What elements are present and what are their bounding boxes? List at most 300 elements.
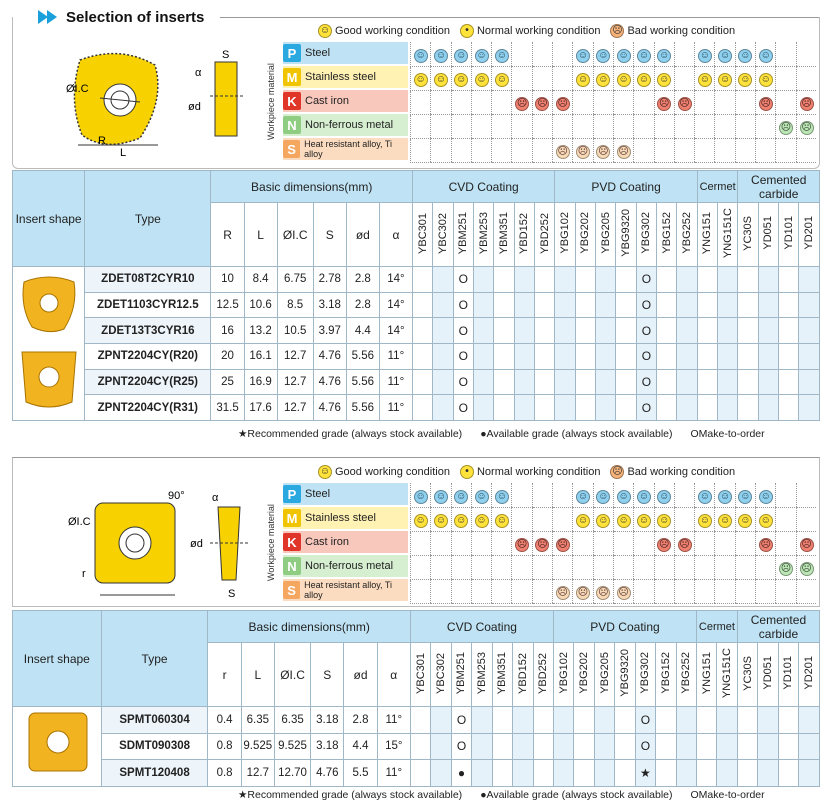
suitability-cell — [532, 66, 552, 90]
grade-cell — [656, 760, 676, 787]
dim-cell: 11° — [379, 395, 412, 421]
grade-cell — [555, 343, 575, 369]
suitability-cell — [451, 579, 471, 603]
dim-cell: 8.4 — [244, 267, 277, 293]
suitability-cell — [613, 507, 633, 531]
grade-header — [412, 203, 432, 267]
table-row — [13, 760, 820, 787]
suitability-cell — [471, 483, 491, 507]
dim-cell: 4.76 — [313, 369, 346, 395]
grade-cell — [514, 343, 534, 369]
suitability-cell — [512, 42, 532, 66]
suitability-cell — [451, 507, 471, 531]
smile-icon: ☺ — [415, 490, 426, 502]
grade-cell — [758, 343, 778, 369]
smile-icon: ☺ — [577, 490, 589, 502]
dim-cell: 0.4 — [208, 707, 241, 734]
grade-cell — [555, 318, 575, 344]
grade-label: YBG152 — [660, 212, 673, 254]
dim-cell: 4.76 — [313, 395, 346, 421]
footnote-make-to-order: OMake-to-order — [690, 789, 765, 801]
table-row — [13, 733, 820, 760]
smile-icon: ☺ — [577, 49, 589, 61]
footnote-recommended: ★Recommended grade (always stock available) — [238, 789, 463, 801]
cermet-header: Cermet — [697, 171, 738, 203]
footnote-recommended: ★Recommended grade (always stock available) — [238, 428, 463, 440]
grade-cell — [779, 267, 799, 293]
suitability-cell — [411, 114, 431, 138]
frown-icon: ☹ — [658, 539, 670, 550]
d-label: ød — [190, 538, 203, 550]
suitability-cell — [776, 42, 796, 66]
suitability-cell — [613, 579, 633, 603]
grade-label: YBG9320 — [620, 209, 633, 257]
grade-cell — [513, 733, 533, 760]
type-header: Type — [85, 171, 211, 267]
dim-cell: 12.5 — [211, 292, 244, 318]
dim-header: L — [241, 643, 274, 707]
suitability-cell — [553, 483, 573, 507]
suitability-cell — [411, 507, 431, 531]
grade-label: YBC301 — [416, 212, 429, 254]
grade-cell — [535, 267, 555, 293]
type-cell: SDMT090308 — [101, 733, 208, 760]
suitability-cell — [553, 90, 573, 114]
grade-cell — [514, 369, 534, 395]
suitability-cell — [715, 42, 735, 66]
l-label: L — [120, 147, 127, 159]
suitability-cell — [634, 90, 654, 114]
suitability-cell — [634, 114, 654, 138]
grade-cell — [412, 318, 432, 344]
grade-label: YBG202 — [578, 652, 591, 694]
suitability-cell — [756, 42, 776, 66]
material-letter: P — [283, 44, 301, 62]
grade-cell — [433, 395, 453, 421]
type-cell: ZPNT2204CY(R31) — [85, 395, 211, 421]
grade-header — [492, 643, 512, 707]
dim-cell: 11° — [379, 343, 412, 369]
smile-icon: ☺ — [598, 490, 609, 502]
grade-cell — [778, 733, 798, 760]
grade-mark: O — [458, 400, 468, 415]
suitability-cell — [492, 42, 512, 66]
dim-cell: 14° — [379, 267, 412, 293]
grade-cell — [472, 707, 492, 734]
suitability-cell — [715, 114, 735, 138]
grade-cell — [758, 267, 778, 293]
grade-cell — [779, 369, 799, 395]
grade-cell — [473, 395, 493, 421]
suitability-row-m — [411, 66, 817, 90]
suitability-cell — [553, 507, 573, 531]
grade-cell — [697, 343, 717, 369]
header-row — [13, 171, 820, 203]
grade-header — [717, 643, 737, 707]
table-row — [13, 292, 820, 318]
grade-cell — [513, 760, 533, 787]
suitability-cell — [492, 483, 512, 507]
grade-cell — [717, 707, 737, 734]
dim-cell: 14° — [379, 292, 412, 318]
grade-cell — [615, 733, 635, 760]
dim-cell: 2.8 — [344, 707, 377, 734]
dim-header: R — [211, 203, 244, 267]
grade-header — [676, 643, 696, 707]
suitability-cell — [532, 138, 552, 162]
type-cell: ZDET13T3CYR16 — [85, 318, 211, 344]
dim-cell: 9.525 — [274, 733, 310, 760]
grade-cell — [514, 395, 534, 421]
dim-cell: 11° — [377, 707, 410, 734]
material-m — [283, 66, 408, 88]
grade-cell — [473, 343, 493, 369]
dim-cell: 11° — [377, 760, 410, 787]
legend — [318, 24, 735, 38]
grade-cell — [533, 760, 553, 787]
grade-label: YD051 — [762, 216, 775, 250]
suitability-cell — [715, 90, 735, 114]
dim-cell: 8.5 — [277, 292, 313, 318]
grade-label: YNG151C — [721, 647, 734, 699]
smile-icon: ☺ — [476, 74, 487, 85]
suitability-cell — [492, 138, 512, 162]
frown-icon: ☹ — [801, 563, 812, 574]
dim-cell: 5.56 — [346, 369, 379, 395]
suitability-cell — [756, 66, 776, 90]
suitability-cell — [411, 138, 431, 162]
grade-mark: O — [640, 712, 651, 727]
legend-normal-label: Normal working condition — [476, 466, 601, 478]
suitability-cell — [735, 114, 755, 138]
frown-icon: ☹ — [760, 98, 771, 109]
grade-cell — [779, 318, 799, 344]
suitability-cell — [593, 42, 613, 66]
suitability-cell — [756, 531, 776, 555]
suitability-cell — [492, 531, 512, 555]
suitability-cell — [411, 90, 431, 114]
suitability-cell — [674, 90, 694, 114]
material-list — [283, 42, 408, 162]
suitability-cell — [715, 507, 735, 531]
suitability-cell — [776, 555, 796, 579]
grade-mark: O — [458, 374, 468, 389]
grade-cell — [594, 760, 614, 787]
grade-header — [494, 203, 514, 267]
grade-cell — [494, 343, 514, 369]
grade-header — [799, 203, 820, 267]
footnote-make-to-order: OMake-to-order — [690, 428, 765, 440]
suitability-cell — [776, 90, 796, 114]
smile-icon: ☺ — [638, 49, 650, 61]
smile-icon: ☺ — [496, 74, 507, 85]
suitability-cell — [431, 114, 451, 138]
grade-cell — [594, 733, 614, 760]
legend-bad — [610, 465, 735, 479]
suitability-cell — [715, 579, 735, 603]
grade-cell — [410, 733, 430, 760]
grade-cell — [635, 707, 655, 734]
suitability-cell — [512, 114, 532, 138]
frown-icon: ☹ — [598, 146, 609, 157]
suitability-cell — [776, 483, 796, 507]
suitability-cell — [796, 66, 816, 90]
suitability-cell — [593, 114, 613, 138]
frown-icon: ☹ — [516, 98, 528, 109]
frown-icon: ☹ — [557, 146, 568, 157]
material-name: Steel — [305, 488, 331, 500]
suitability-cell — [553, 66, 573, 90]
grade-cell — [616, 292, 636, 318]
grade-cell — [492, 760, 512, 787]
suitability-cell — [471, 555, 491, 579]
suitability-cell — [553, 579, 573, 603]
suitability-cell — [674, 42, 694, 66]
suitability-cell — [674, 483, 694, 507]
suitability-cell — [674, 138, 694, 162]
suitability-grid — [410, 42, 816, 163]
frown-icon: ☹ — [658, 98, 670, 109]
suitability-cell — [735, 507, 755, 531]
grade-cell — [514, 318, 534, 344]
grade-cell — [451, 733, 471, 760]
suitability-cell — [796, 555, 816, 579]
suitability-cell — [471, 114, 491, 138]
grade-cell — [575, 343, 595, 369]
grade-mark: O — [641, 272, 652, 287]
type-cell: SPMT120408 — [101, 760, 208, 787]
grade-cell — [657, 292, 677, 318]
dim-cell: 4.76 — [313, 343, 346, 369]
grade-cell — [574, 760, 594, 787]
legend-normal — [460, 465, 601, 479]
dim-cell: 10.5 — [277, 318, 313, 344]
suitability-cell — [532, 483, 552, 507]
suitability-cell — [695, 114, 715, 138]
grade-label: YBG302 — [640, 212, 653, 254]
suitability-cell — [411, 66, 431, 90]
material-m — [283, 507, 408, 529]
smile-icon: ☺ — [638, 74, 650, 85]
grade-cell — [535, 369, 555, 395]
grade-cell — [616, 343, 636, 369]
insert-photo — [14, 267, 84, 417]
suitability-cell — [573, 555, 593, 579]
suitability-cell — [492, 555, 512, 579]
suitability-cell — [471, 531, 491, 555]
grade-cell — [453, 292, 473, 318]
suitability-cell — [634, 66, 654, 90]
grade-cell — [616, 318, 636, 344]
suitability-cell — [593, 531, 613, 555]
smile-icon: ☺ — [496, 515, 507, 526]
table-row — [13, 343, 820, 369]
grade-header — [431, 643, 451, 707]
suitability-cell — [634, 42, 654, 66]
grade-header — [778, 643, 798, 707]
material-letter: M — [283, 509, 301, 527]
grade-header — [738, 203, 758, 267]
suitability-row-p — [411, 42, 817, 66]
suitability-cell — [695, 42, 715, 66]
smile-icon: ☺ — [659, 49, 670, 61]
grade-cell — [533, 733, 553, 760]
suitability-cell — [431, 531, 451, 555]
suitability-cell — [553, 531, 573, 555]
grade-cell — [596, 318, 616, 344]
smile-icon: ☺ — [456, 490, 467, 502]
grade-mark: O — [458, 349, 468, 364]
grade-mark: O — [641, 400, 652, 415]
grade-cell — [555, 292, 575, 318]
legend-bad — [610, 24, 735, 38]
grade-cell — [799, 733, 820, 760]
suitability-cell — [573, 138, 593, 162]
cvd-header: CVD Coating — [412, 171, 554, 203]
suitability-cell — [776, 507, 796, 531]
suitability-cell — [695, 66, 715, 90]
suitability-cell — [451, 555, 471, 579]
suitability-cell — [613, 531, 633, 555]
suitability-cell — [512, 507, 532, 531]
suitability-cell — [593, 579, 613, 603]
smile-icon: ☺ — [598, 74, 609, 85]
smile-icon: ☺ — [760, 74, 771, 85]
grade-cell — [779, 395, 799, 421]
suitability-cell — [796, 114, 816, 138]
legend-bad-label: Bad working condition — [627, 25, 736, 37]
material-name: Stainless steel — [305, 512, 376, 524]
grade-cell — [737, 733, 757, 760]
suitability-cell — [492, 66, 512, 90]
suitability-cell — [512, 66, 532, 90]
grade-cell — [616, 267, 636, 293]
frown-icon: ☹ — [760, 539, 771, 550]
dim-header: S — [313, 203, 346, 267]
grade-cell — [799, 369, 820, 395]
suitability-cell — [573, 483, 593, 507]
grade-header — [615, 643, 635, 707]
grade-cell — [410, 707, 430, 734]
suitability-cell — [553, 42, 573, 66]
suitability-cell — [654, 483, 674, 507]
grade-cell — [596, 369, 616, 395]
smile-icon: ☺ — [435, 515, 447, 526]
frown-icon: ☹ — [557, 587, 568, 598]
grade-label: YBG9320 — [618, 649, 631, 697]
suitability-cell — [654, 555, 674, 579]
insert-shape-cell — [13, 707, 102, 787]
dim-cell: 4.4 — [346, 318, 379, 344]
suitability-cell — [674, 507, 694, 531]
suitability-cell — [654, 66, 674, 90]
grade-cell — [799, 343, 820, 369]
suitability-cell — [431, 555, 451, 579]
grade-cell — [451, 760, 471, 787]
grade-label: YBC302 — [436, 212, 449, 254]
suitability-cell — [411, 483, 431, 507]
grade-label: YNG151C — [721, 207, 734, 259]
suitability-cell — [735, 66, 755, 90]
grade-cell — [494, 369, 514, 395]
grade-cell — [677, 267, 697, 293]
material-n — [283, 555, 408, 577]
neutral-face-icon: • — [460, 465, 474, 479]
dim-cell: 9.525 — [241, 733, 274, 760]
grade-cell — [718, 292, 738, 318]
legend-good — [318, 465, 450, 479]
grade-header — [657, 203, 677, 267]
grade-cell — [594, 707, 614, 734]
dim-header: ød — [346, 203, 379, 267]
grade-cell — [758, 707, 778, 734]
smile-icon: ☺ — [760, 49, 771, 61]
insert-table-1 — [12, 170, 820, 421]
grade-cell — [657, 395, 677, 421]
grade-header — [574, 643, 594, 707]
suitability-cell — [715, 555, 735, 579]
legend-good-label: Good working condition — [335, 25, 450, 37]
grade-cell — [616, 395, 636, 421]
grade-cell — [697, 292, 717, 318]
material-name: Heat resistant alloy, Ti alloy — [304, 580, 393, 600]
suitability-cell — [431, 42, 451, 66]
workpiece-label: Workpiece material — [266, 504, 276, 582]
suitability-row-n — [411, 555, 817, 579]
suitability-cell — [573, 66, 593, 90]
grade-cell — [718, 343, 738, 369]
suitability-cell — [634, 507, 654, 531]
frown-icon: ☹ — [801, 122, 812, 133]
suitability-cell — [756, 138, 776, 162]
footnote-1 — [238, 428, 765, 440]
grade-header — [596, 203, 616, 267]
grade-cell — [555, 395, 575, 421]
material-letter: S — [283, 140, 300, 158]
smile-icon: ☺ — [740, 49, 751, 61]
material-letter: M — [283, 68, 301, 86]
smile-icon: ☺ — [719, 490, 731, 502]
suitability-cell — [492, 90, 512, 114]
suitability-cell — [796, 42, 816, 66]
grade-header — [758, 643, 778, 707]
frown-icon: ☹ — [679, 98, 690, 109]
grade-cell — [553, 760, 573, 787]
grade-header — [472, 643, 492, 707]
grade-cell — [410, 760, 430, 787]
smile-icon: ☺ — [319, 466, 331, 477]
suitability-cell — [573, 579, 593, 603]
r-label: r — [82, 568, 86, 580]
grade-header — [473, 203, 493, 267]
grade-mark: O — [458, 297, 468, 312]
suitability-cell — [512, 483, 532, 507]
pvd-header: PVD Coating — [553, 611, 696, 643]
suitability-cell — [451, 138, 471, 162]
header-row — [13, 611, 820, 643]
suitability-cell — [471, 66, 491, 90]
suitability-cell — [573, 90, 593, 114]
grade-cell — [535, 318, 555, 344]
smile-icon: ☺ — [740, 74, 751, 85]
grade-cell — [737, 707, 757, 734]
grade-label: YBG102 — [559, 212, 572, 254]
suitability-cell — [451, 42, 471, 66]
grade-label: YBD152 — [518, 212, 531, 254]
smile-icon: ☺ — [415, 515, 426, 526]
suitability-cell — [512, 531, 532, 555]
grade-cell — [657, 267, 677, 293]
